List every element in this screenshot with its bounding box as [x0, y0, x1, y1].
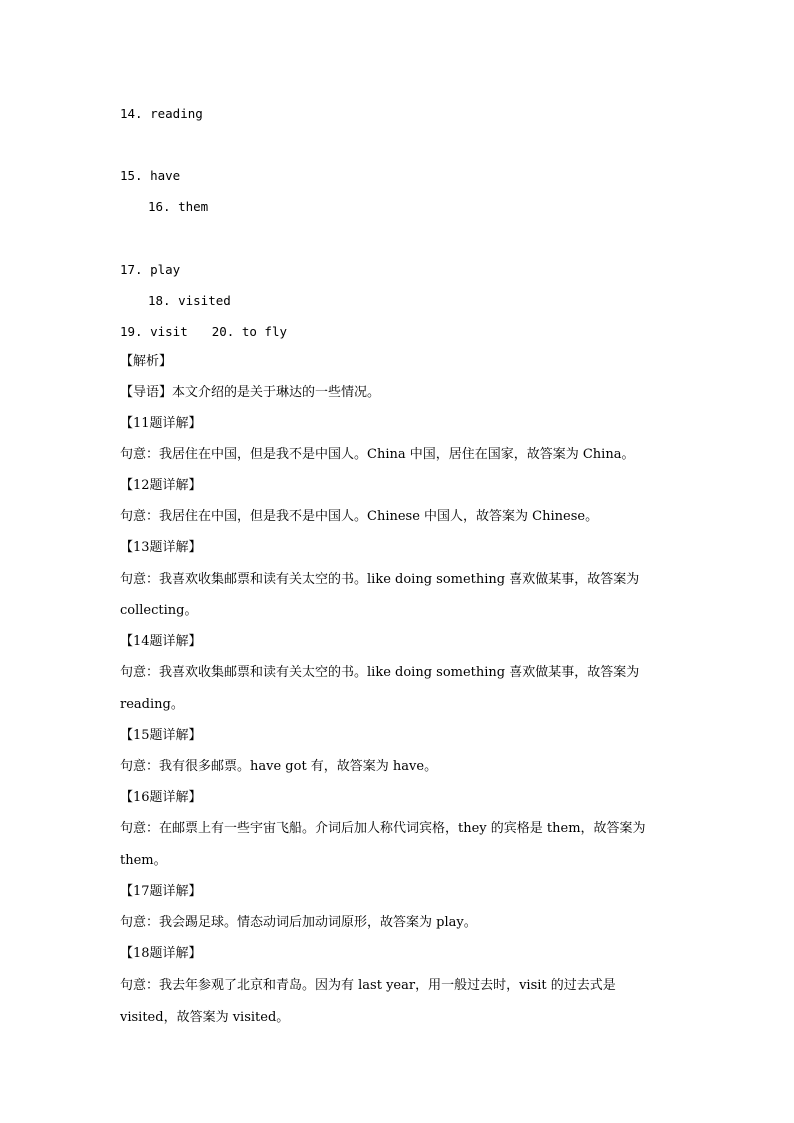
answer-19-20 [120, 323, 287, 341]
answer-16: 16. them [148, 199, 209, 214]
answer-17: 17. play [120, 262, 181, 277]
item-18-line-1: 句意：我去年参观了北京和青岛。因为有 last year，用一般过去时，visit 的过去式是 [120, 978, 616, 993]
item-15-line-1: 句意：我有很多邮票。have got 有，故答案为 have。 [120, 759, 438, 774]
item-14-line-2: reading。 [120, 697, 184, 712]
item-16-line-1: 句意：在邮票上有一些宇宙飞船。介词后加人称代词宾格，they 的宾格是 them，故答案为 [120, 821, 646, 836]
analysis-heading: 【解析】 [120, 354, 173, 369]
item-17-label: 【17题详解】 [120, 884, 202, 899]
item-11-line-1: 句意：我居住在中国，但是我不是中国人。China 中国，居住在国家，故答案为 China。 [120, 447, 635, 462]
answer-19: 19. visit [120, 324, 188, 339]
item-13-line-1: 句意：我喜欢收集邮票和读有关太空的书。like doing something 喜欢做某事，故答案为 [120, 572, 640, 587]
item-13-line-2: collecting。 [120, 603, 198, 618]
item-11-label: 【11题详解】 [120, 416, 202, 431]
item-18-label: 【18题详解】 [120, 946, 202, 961]
analysis-intro: 【导语】本文介绍的是关于琳达的一些情况。 [120, 385, 381, 400]
answer-15: 15. have [120, 168, 181, 183]
answer-18: 18. visited [148, 293, 231, 308]
item-18-line-2: visited，故答案为 visited。 [120, 1010, 290, 1025]
answer-14: 14. reading [120, 106, 203, 121]
item-16-line-2: them。 [120, 853, 167, 868]
item-13-label: 【13题详解】 [120, 540, 202, 555]
item-12-line-1: 句意：我居住在中国，但是我不是中国人。Chinese 中国人，故答案为 Chinese。 [120, 509, 599, 524]
item-14-line-1: 句意：我喜欢收集邮票和读有关太空的书。like doing something 喜欢做某事，故答案为 [120, 665, 640, 680]
item-14-label: 【14题详解】 [120, 634, 202, 649]
item-15-label: 【15题详解】 [120, 728, 202, 743]
item-17-line-1: 句意：我会踢足球。情态动词后加动词原形，故答案为 play。 [120, 915, 477, 930]
item-12-label: 【12题详解】 [120, 478, 202, 493]
answer-20: 20. to fly [211, 324, 287, 339]
item-16-label: 【16题详解】 [120, 790, 202, 805]
